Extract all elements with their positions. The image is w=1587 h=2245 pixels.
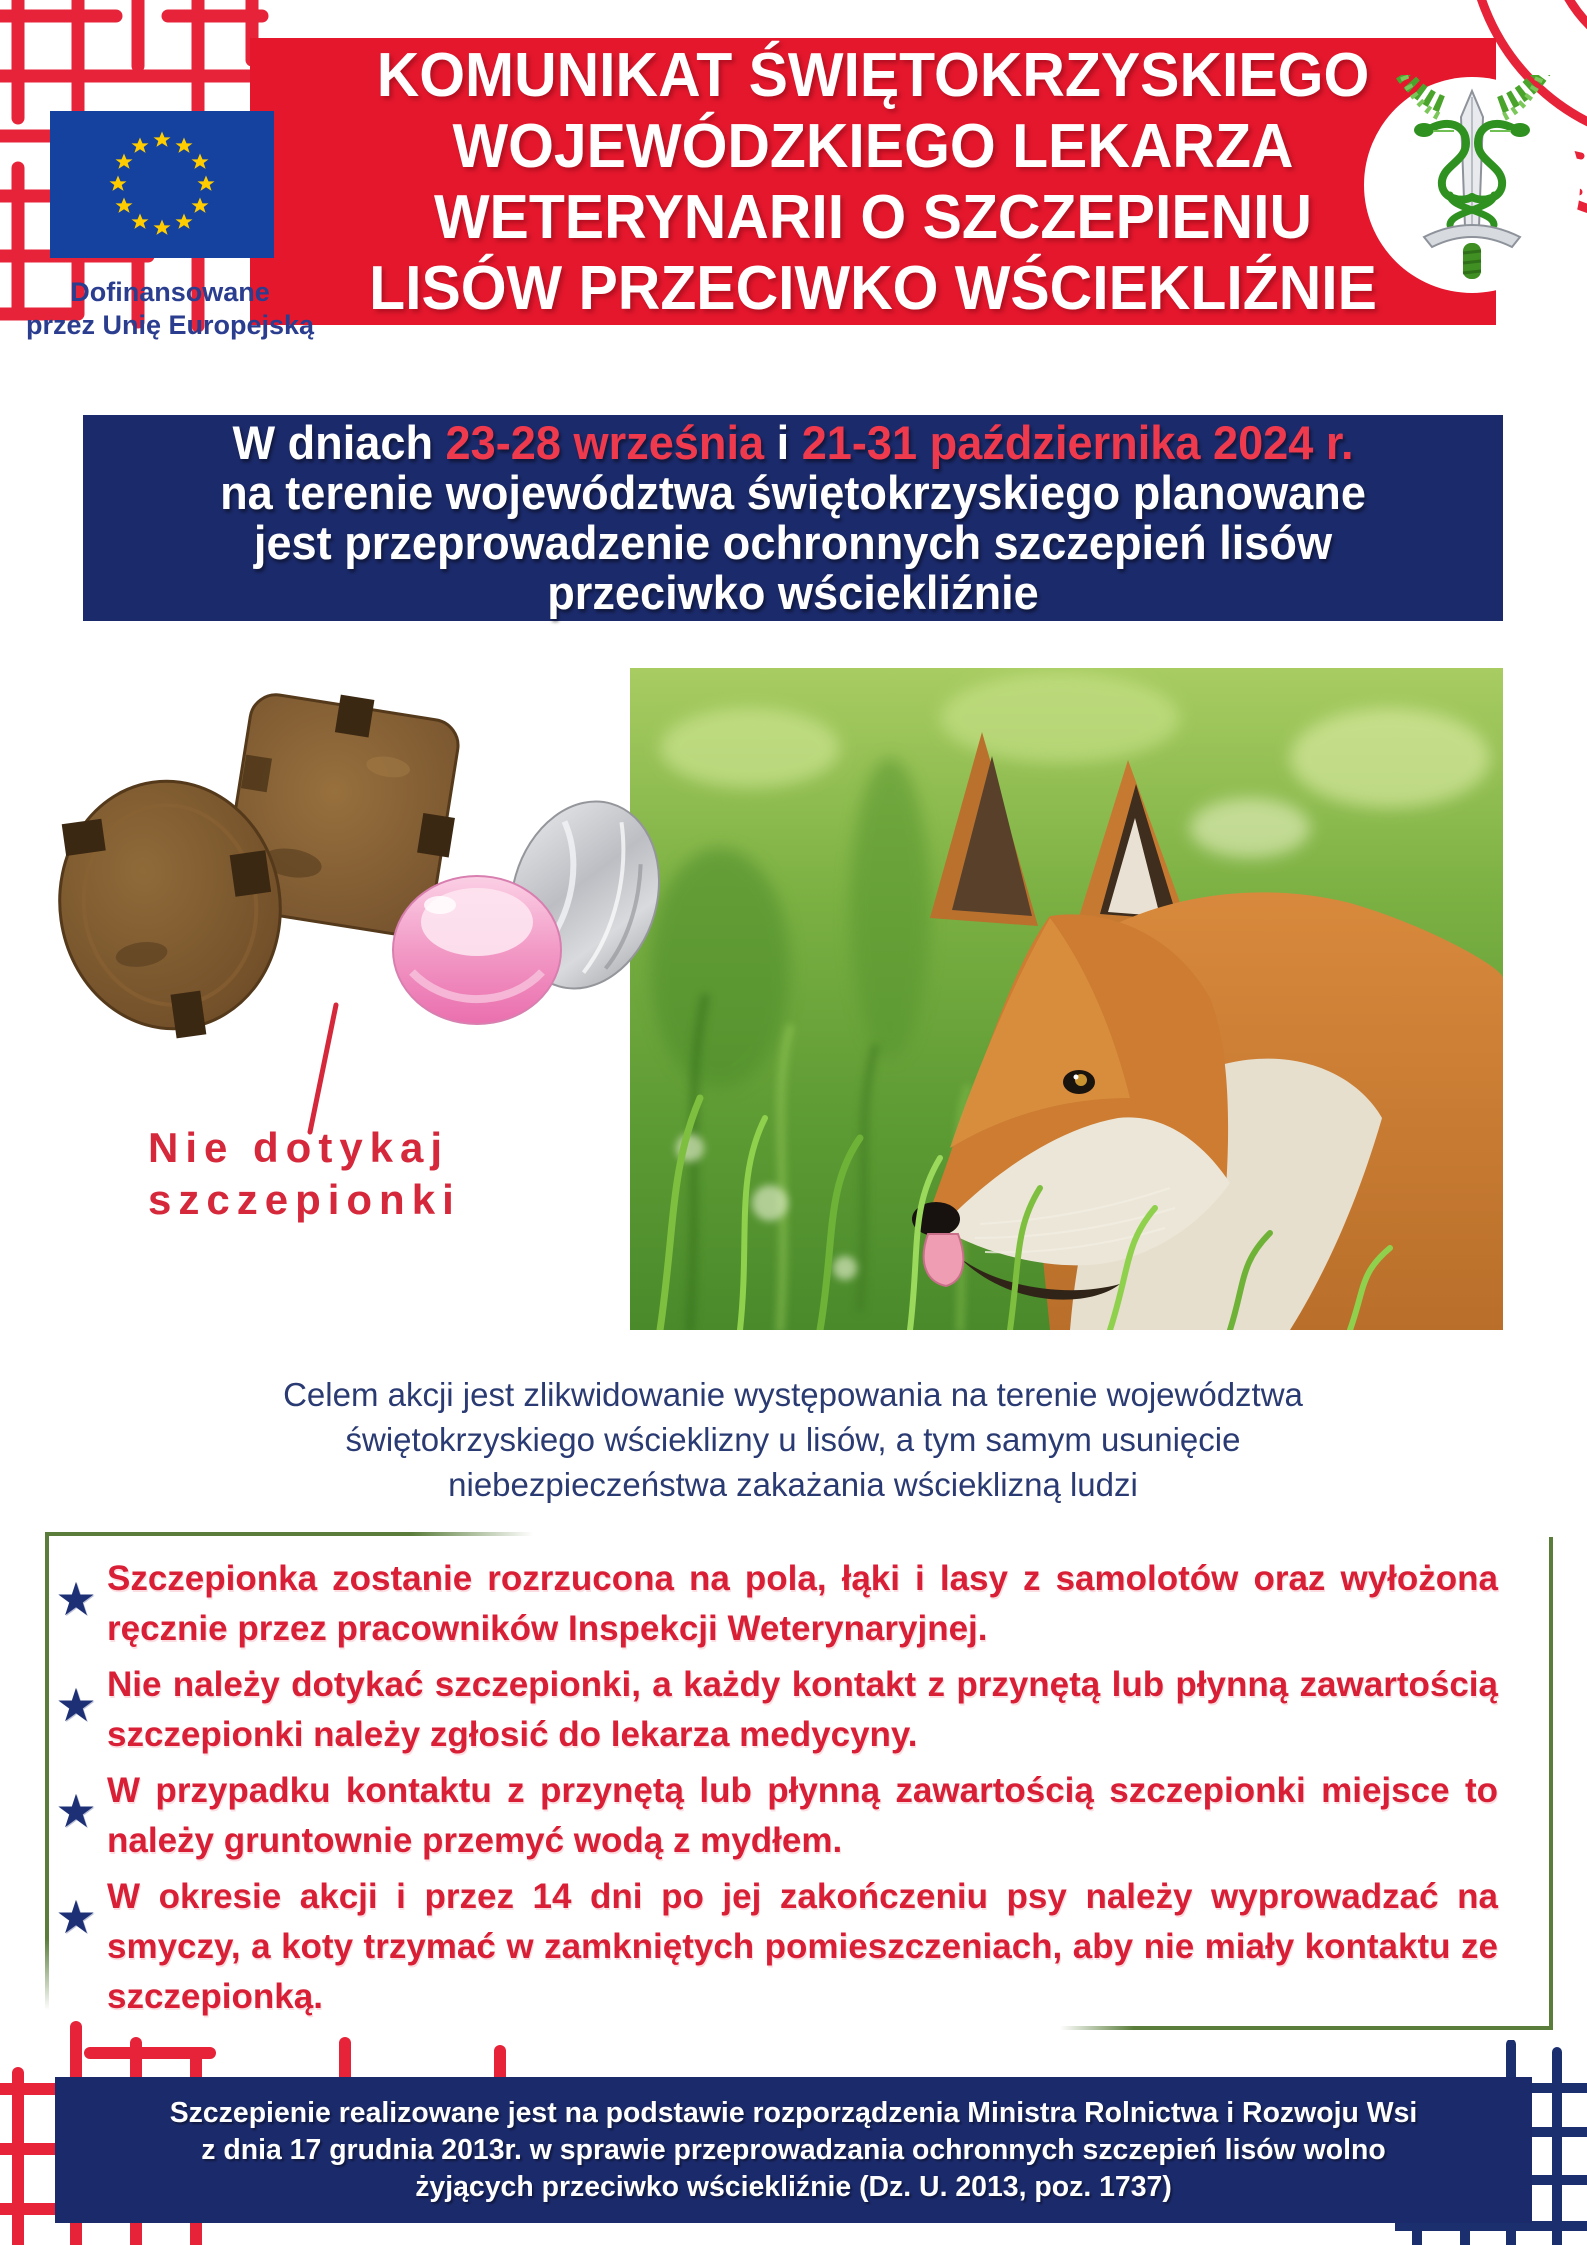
date-banner-line: W dniach 23-28 września i 21-31 października 2024 r. — [232, 416, 1354, 469]
eu-funding-line: przez Unię Europejską — [25, 310, 315, 340]
warning-caption — [148, 1122, 461, 1226]
warning-line: Nie dotykaj — [148, 1124, 450, 1171]
list-item — [45, 1872, 1498, 2022]
star-bullet-icon: ★ — [55, 1679, 97, 1731]
star-bullet-icon: ★ — [55, 1573, 97, 1625]
goal-line: niebezpieczeństwa zakażania wścieklizną ludzi — [448, 1466, 1138, 1503]
star-bullet-icon: ★ — [55, 1785, 97, 1837]
goal-line: Celem akcji jest zlikwidowanie występowania na terenie województwa — [283, 1376, 1303, 1413]
vet-caduceus-logo-icon — [1362, 75, 1582, 295]
green-frame-top — [45, 1532, 533, 1536]
list-item — [45, 1554, 1498, 1654]
rule-text: Szczepionka zostanie rozrzucona na pola, łąki i lasy z samolotów oraz wyłożona ręcznie przez pracowników Inspekcji Weterynaryjnej. — [107, 1559, 1498, 1648]
list-item — [45, 1660, 1498, 1760]
page-title-line: KOMUNIKAT ŚWIĘTOKRZYSKIEGO — [376, 40, 1370, 110]
legal-banner — [55, 2077, 1532, 2223]
rule-text: W okresie akcji i przez 14 dni po jej zakończeniu psy należy wyprowadzać na smyczy, a koty trzymać w zamkniętych pomieszczeniach, aby nie miały kontaktu ze szczepionką. — [107, 1877, 1498, 2016]
page-title-line: LISÓW PRZECIWKO WŚCIEKLIŹNIE — [369, 253, 1377, 323]
legal-line: żyjących przeciwko wściekliźnie (Dz. U. 2013, poz. 1737) — [415, 2170, 1172, 2203]
legal-line: z dnia 17 grudnia 2013r. w sprawie przeprowadzania ochronnych szczepień lisów wolno — [201, 2133, 1386, 2166]
rules-list — [45, 1540, 1553, 2028]
goal-line: świętokrzyskiego wścieklizny u lisów, a tym samym usunięcie — [345, 1421, 1241, 1458]
eu-funding-note — [5, 276, 335, 342]
star-bullet-icon: ★ — [55, 1891, 97, 1943]
pointer-line-icon — [270, 950, 350, 1150]
page-title-line: WOJEWÓDZKIEGO LEKARZA — [452, 111, 1294, 181]
eu-funding-line: Dofinansowane — [70, 277, 270, 307]
fox-photo — [630, 668, 1503, 1330]
date-banner-line: przeciwko wściekliźnie — [547, 566, 1039, 619]
goal-paragraph — [198, 1372, 1388, 1507]
list-item — [45, 1766, 1498, 1866]
vaccine-bait-photo — [40, 650, 700, 1130]
warning-line: szczepionki — [148, 1176, 461, 1223]
date-banner — [83, 415, 1503, 621]
date-banner-line: na terenie województwa świętokrzyskiego planowane — [220, 466, 1366, 519]
rule-text: Nie należy dotykać szczepionki, a każdy kontakt z przynętą lub płynną zawartością szczepionki należy zgłosić do lekarza medycyny. — [107, 1665, 1498, 1754]
date-range-1: 23-28 września — [445, 416, 765, 469]
eu-flag-icon — [50, 111, 274, 258]
date-banner-line: jest przeprowadzenie ochronnych szczepień lisów — [253, 516, 1333, 569]
rule-text: W przypadku kontaktu z przynętą lub płynną zawartością szczepionki miejsce to należy gruntownie przemyć wodą z mydłem. — [107, 1771, 1498, 1860]
page-title-line: WETERYNARII O SZCZEPIENIU — [433, 182, 1313, 252]
header-banner — [250, 38, 1496, 325]
date-range-2: 21-31 października 2024 r. — [801, 416, 1354, 469]
legal-line: Szczepienie realizowane jest na podstawie rozporządzenia Ministra Rolnictwa i Rozwoju Wsi — [169, 2096, 1418, 2129]
